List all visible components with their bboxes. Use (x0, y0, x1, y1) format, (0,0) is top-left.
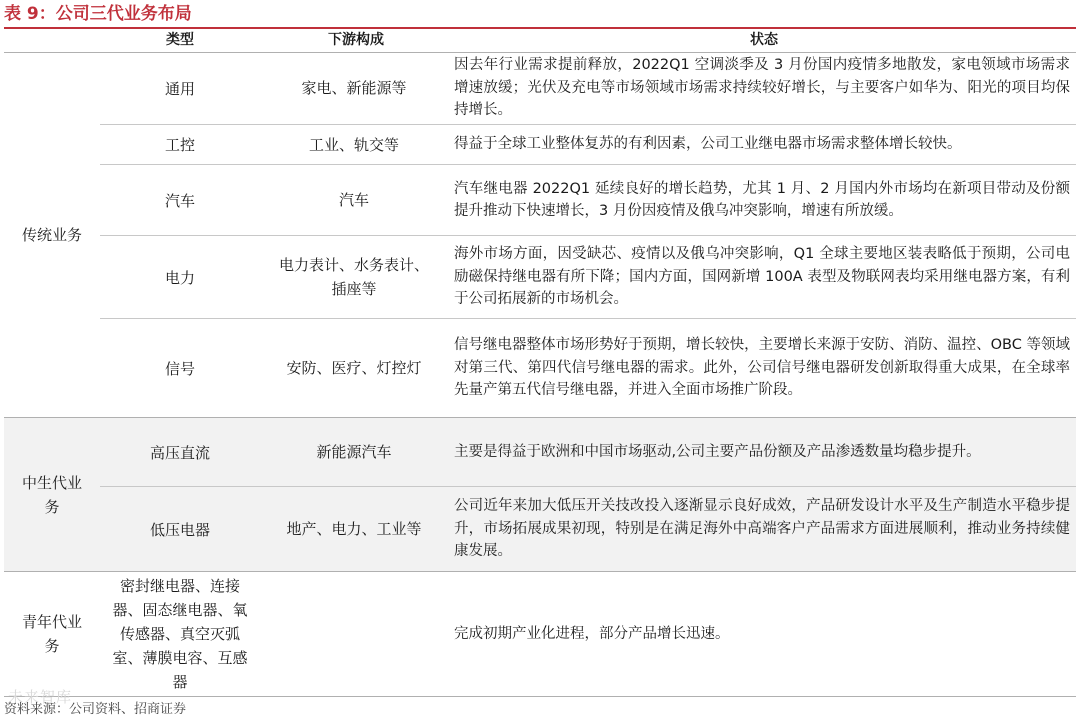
row-type: 高压直流 (149, 443, 210, 462)
row-type: 低压电器 (149, 520, 210, 539)
row-status: 完成初期产业化进程，部分产品增长迅速。 (454, 625, 730, 642)
watermark: 未来智库 (8, 688, 73, 706)
row-type: 电力 (164, 268, 195, 287)
row-type: 汽车 (164, 191, 195, 210)
row-status: 得益于全球工业整体复苏的有利因素，公司工业继电器市场需求整体增长较快。 (454, 136, 962, 153)
row-status: 信号继电器整体市场形势好于预期，增长较快，主要增长来源于安防、消防、温控、OBC 等领域对第三代、第四代信号继电器的需求。此外，公司信号继电器研发创新取得重大成果，在全球率先量产第五代信号继电器，并进入全面市场推广阶段。 (454, 337, 1070, 399)
row-downstream: 安防、医疗、灯控灯 (286, 359, 422, 377)
header-type: 类型 (166, 32, 194, 48)
row-status: 海外市场方面，因受缺芯、疫情以及俄乌冲突影响，Q1 全球主要地区装表略低于预期，公司电励磁保持继电器有所下降；国内方面，国网新增 100A 表型及物联网表均采用继电器方案，有利于公司拓展新的市场机会。 (454, 246, 1070, 308)
row-status: 因去年行业需求提前释放，2022Q1 空调淡季及 3 月份国内疫情多地散发，家电领域市场需求增速放缓；光伏及充电等市场领域市场需求持续较好增长，与主要客户如华为、阳光的项目均保持增长。 (454, 57, 1070, 119)
header-downstream: 下游构成 (328, 32, 384, 48)
table-header (4, 29, 1076, 53)
source-note: 资料来源：公司资料、招商证券 (4, 702, 187, 717)
header-status: 状态 (750, 32, 778, 48)
row-status: 汽车继电器 2022Q1 延续良好的增长趋势，尤其 1 月、2 月国内外市场均在新项目带动及份额提升推动下快速增长，3 月份因疫情及俄乌冲突影响，增速有所放缓。 (454, 180, 1070, 219)
row-downstream: 汽车 (338, 191, 369, 209)
row-downstream: 地产、电力、工业等 (286, 520, 422, 538)
row-downstream: 电力表计、水务表计、插座等 (279, 256, 430, 298)
table-title: 表 9：公司三代业务布局 (4, 4, 192, 24)
row-type: 信号 (164, 359, 195, 378)
group-middle: 中生代业务 (21, 473, 82, 516)
row-type: 通用 (164, 79, 195, 98)
group-young: 青年代业务 (21, 613, 82, 655)
row-downstream: 工业、轨交等 (308, 135, 399, 154)
table-bottom-rule (4, 696, 1076, 697)
row-downstream: 新能源汽车 (316, 443, 392, 461)
row-status: 主要是得益于欧洲和中国市场驱动,公司主要产品份额及产品渗透数量均稳步提升。 (454, 443, 981, 460)
row-type: 密封继电器、连接器、固态继电器、氧传感器、真空灭弧室、薄膜电容、互感器 (112, 577, 248, 691)
row-status: 公司近年来加大低压开关技改投入逐渐显示良好成效，产品研发设计水平及生产制造水平稳步提升，市场拓展成果初现，特别是在满足海外中高端客户产品需求方面进展顺利，推动业务持续健康发展。 (454, 498, 1070, 560)
row-type: 工控 (164, 136, 195, 154)
row-downstream (260, 572, 448, 696)
group-traditional: 传统业务 (21, 225, 82, 244)
row-downstream: 家电、新能源等 (301, 79, 407, 97)
